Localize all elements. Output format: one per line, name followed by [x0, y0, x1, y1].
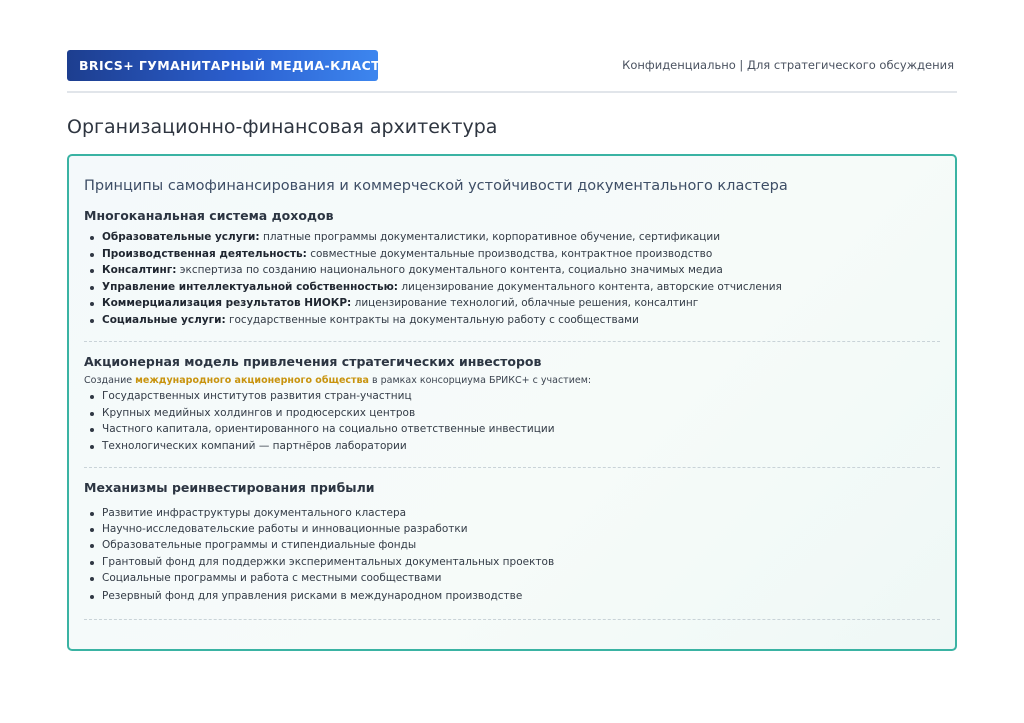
investors-section-title: Акционерная модель привлечения стратегических инвесторов [84, 354, 542, 369]
income-list [84, 229, 940, 328]
item-label: Управление интеллектуальной собственностью: [102, 280, 398, 293]
intro-highlight: международного акционерного общества [135, 375, 369, 386]
intro-text: в рамках консорциума БРИКС+ с участием: [368, 375, 592, 386]
list-item: Частного капитала, ориентированного на социально ответственные инвестиции [89, 421, 940, 438]
list-item: Крупных медийных холдингов и продюсерских центров [89, 405, 940, 422]
brand-logo: BRICS+ ГУМАНИТАРНЫЙ МЕДИА-КЛАСТЕР [67, 50, 378, 81]
item-label: Консалтинг: [102, 264, 177, 276]
list-item [89, 295, 940, 312]
content-panel [67, 154, 957, 651]
page-title: Организационно-финансовая архитектура [67, 116, 498, 138]
reinvest-section [84, 480, 940, 604]
item-label: Коммерциализация результатов НИОКР: [102, 297, 352, 309]
income-section-title: Многоканальная система доходов [84, 208, 334, 223]
investors-section [84, 354, 940, 454]
item-text: платные программы документалистики, корпоративное обучение, сертификации [259, 231, 721, 243]
list-item: Технологических компаний — партнёров лаборатории [89, 438, 940, 455]
intro-text: Создание [84, 375, 136, 386]
list-item: Социальные программы и работа с местными сообществами [89, 570, 940, 586]
item-text: экспертиза по созданию национального документального контента, социально значимых медиа [176, 264, 723, 276]
item-text: лицензирование технологий, облачные решения, консалтинг [351, 297, 699, 309]
item-label: Социальные услуги: [102, 313, 226, 326]
item-label: Производственная деятельность: [102, 247, 307, 260]
list-item [89, 262, 940, 279]
reinvest-list [84, 505, 940, 604]
list-item: Грантовый фонд для поддержки экспериментальных документальных проектов [89, 554, 940, 570]
list-item: Развитие инфраструктуры документального кластера [89, 505, 940, 521]
investors-list [84, 388, 940, 454]
list-item [89, 246, 940, 263]
item-text: совместные документальные производства, контрактное производство [306, 247, 713, 260]
list-item: Образовательные программы и стипендиальные фонды [89, 537, 940, 553]
item-text: лицензирование документального контента, авторские отчисления [398, 280, 782, 293]
confidentiality-note: Конфиденциально | Для стратегического обсуждения [622, 58, 954, 72]
list-item: Научно-исследовательские работы и инновационные разработки [89, 521, 940, 537]
list-item: Государственных институтов развития стран-участниц [89, 388, 940, 405]
reinvest-section-title: Механизмы реинвестирования прибыли [84, 480, 375, 495]
header-divider [67, 91, 957, 93]
list-item [89, 279, 940, 296]
panel-title: Принципы самофинансирования и коммерческой устойчивости документального кластера [84, 178, 788, 194]
section-divider [84, 467, 940, 468]
item-text: государственные контракты на документальную работу с сообществами [225, 313, 639, 326]
item-label: Образовательные услуги: [102, 231, 260, 243]
list-item [89, 312, 940, 329]
list-item: Резервный фонд для управления рисками в международном производстве [89, 588, 940, 604]
list-item [89, 229, 940, 246]
section-divider [84, 341, 940, 342]
section-divider [84, 619, 940, 620]
investors-intro [84, 375, 940, 386]
